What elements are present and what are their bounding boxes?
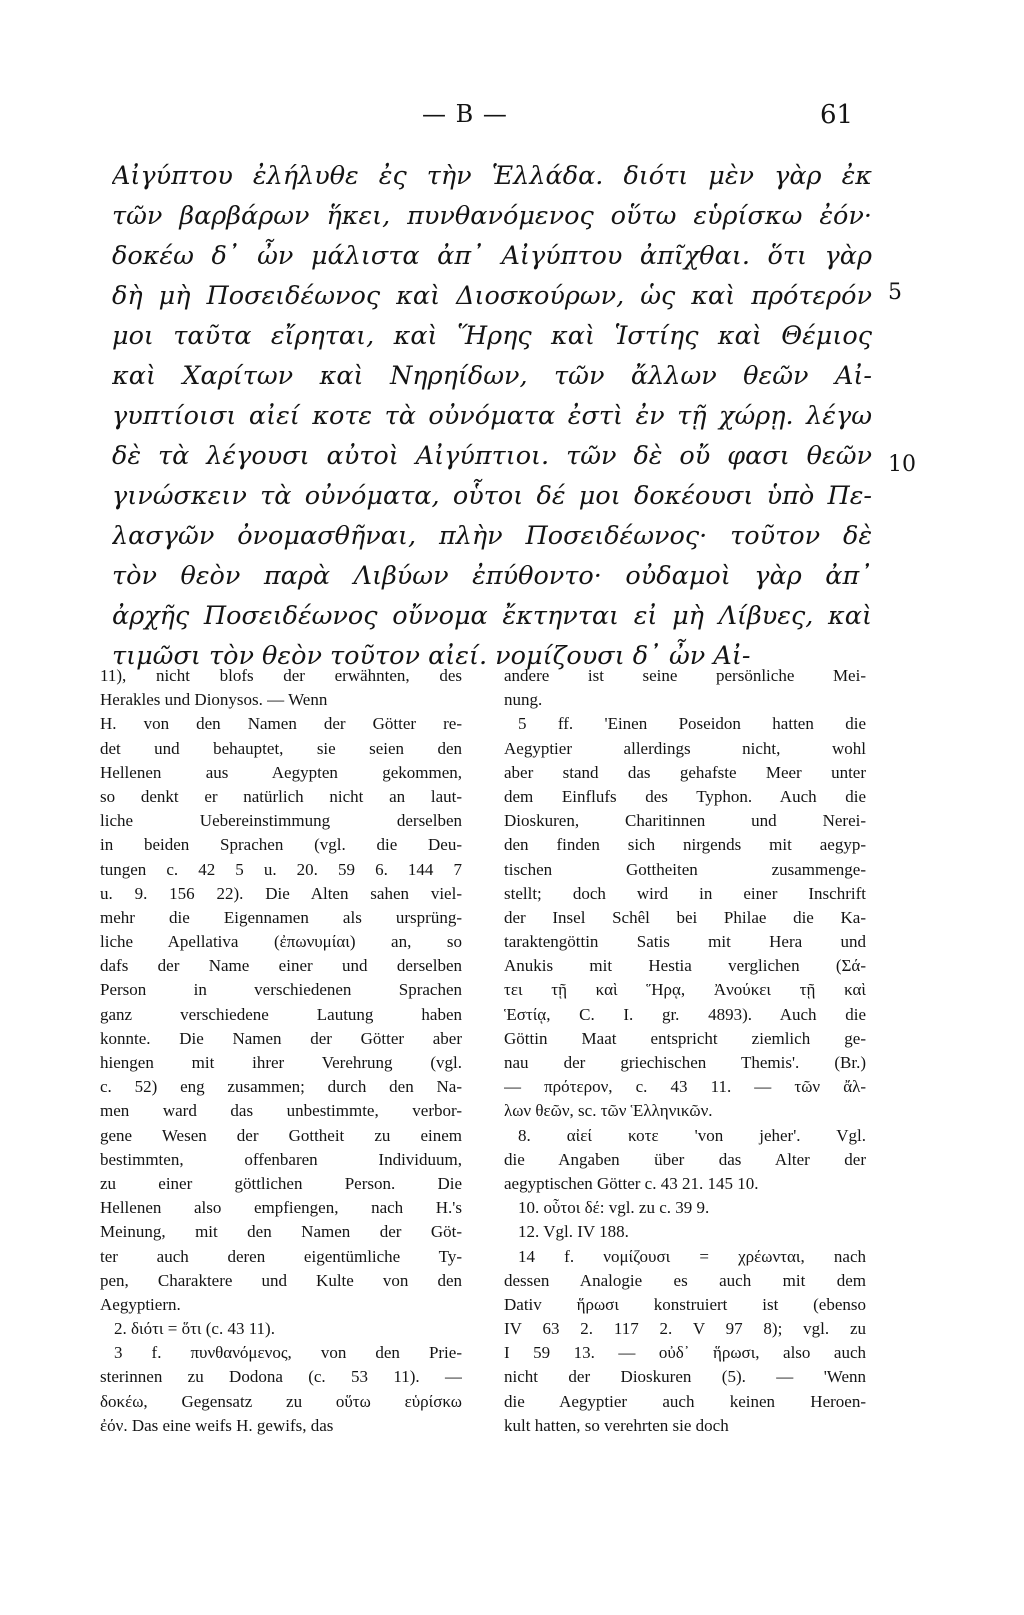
note-line: c. 52) eng zusammen; durch den Na- [100, 1077, 462, 1097]
greek-text-line: ἀρχῆς Ποσειδέωνος οὔνομα ἔκτηνται εἰ μὴ Λίβυες, καὶ [112, 601, 872, 631]
note-line: δοκέω, Gegensatz zu οὕτω εὑρίσκω [100, 1391, 462, 1411]
line-number-5: 5 [888, 280, 902, 305]
note-line: IV 63 2. 117 2. V 97 8); vgl. zu [504, 1319, 866, 1339]
greek-text-line: τὸν θεὸν παρὰ Λιβύων ἐπύθοντο· οὐδαμοὶ γὰρ ἀπ᾽ [112, 561, 872, 591]
note-line: Aegyptiern. [100, 1294, 181, 1314]
note-line: Ἑστίᾳ, C. I. gr. 4893). Auch die [504, 1004, 866, 1024]
note-line: hiengen mit ihrer Verehrung (vgl. [100, 1053, 462, 1072]
note-line: stellt; doch wird in einer Inschrift [504, 883, 866, 903]
note-line: 5 ff. 'Einen Poseidon hatten die [518, 714, 866, 734]
note-line: Herakles und Dionysos. — Wenn [100, 690, 328, 710]
note-line: 12. Vgl. IV 188. [518, 1222, 629, 1242]
note-line: 14 f. νομίζουσι = χρέωνται, nach [518, 1246, 866, 1266]
note-line: H. von den Namen der Götter re- [100, 714, 462, 734]
greek-text-line: γινώσκειν τὰ οὐνόματα, οὗτοι δέ μοι δοκέουσι ὑπὸ Πε- [112, 481, 872, 511]
note-line: dem Einflufs des Typhon. Auch die [504, 786, 866, 806]
note-line: die Angaben über das Alter der [504, 1149, 866, 1169]
greek-text-line: τῶν βαρβάρων ἥκει, πυνθανόμενος οὕτω εὑρίσκω ἐόν· [112, 201, 872, 231]
note-line: den finden sich nirgends mit aegyp- [504, 835, 866, 855]
greek-text-line: δὴ μὴ Ποσειδέωνος καὶ Διοσκούρων, ὡς καὶ πρότερόν [112, 281, 872, 311]
notes-left-column [100, 664, 462, 1438]
note-line: ἐόν. Das eine weifs H. gewifs, das [100, 1415, 334, 1435]
note-line: nicht der Dioskuren (5). — 'Wenn [504, 1367, 866, 1387]
greek-text-line: λασγῶν ὀνομασθῆναι, πλὴν Ποσειδέωνος· τοῦτον δὲ [112, 521, 872, 551]
greek-text-line: γυπτίοισι αἰεί κοτε τὰ οὐνόματα ἐστὶ ἐν τῇ χώρῃ. λέγω [112, 401, 872, 431]
greek-text-line: καὶ Χαρίτων καὶ Νηρηίδων, τῶν ἄλλων θεῶν Αἰ- [112, 361, 872, 391]
note-line: det und behauptet, sie seien den [100, 738, 462, 758]
note-line: sterinnen zu Dodona (c. 53 11). — [100, 1367, 462, 1387]
note-line: Person in verschiedenen Sprachen [100, 980, 462, 1000]
note-line: tungen c. 42 5 u. 20. 59 6. 144 7 [100, 859, 462, 879]
note-line: tischen Gottheiten zusammenge- [504, 859, 866, 879]
note-line: u. 9. 156 22). Die Alten sahen viel- [100, 883, 462, 903]
note-line: 11), nicht blofs der erwähnten, des [100, 666, 462, 685]
note-line: ganz verschiedene Lautung haben [100, 1004, 462, 1024]
note-line: Aegyptier allerdings nicht, wohl [504, 738, 866, 758]
note-line: pen, Charaktere und Kulte von den [100, 1270, 462, 1290]
note-line: nung. [504, 690, 543, 710]
note-line: 10. οὗτοι δέ: vgl. zu c. 39 9. [518, 1198, 710, 1218]
note-line: 3 f. πυνθανόμενος, von den Prie- [114, 1343, 462, 1363]
note-line: mehr die Eigennamen als ursprüng- [100, 907, 462, 927]
greek-text-block [112, 156, 872, 676]
note-line: ter auch deren eigentümliche Ty- [100, 1246, 462, 1266]
note-line: die Aegyptier auch keinen Heroen- [504, 1391, 866, 1411]
note-line: dafs der Name einer und derselben [100, 956, 462, 976]
notes-right-column [504, 664, 866, 1438]
line-number-10: 10 [888, 452, 916, 477]
note-line: τει τῇ καὶ Ἥρᾳ, Ἀνούκει τῇ καὶ [504, 980, 866, 1000]
greek-text-line: Αἰγύπτου ἐλήλυθε ἐς τὴν Ἑλλάδα. διότι μὲν γὰρ ἐκ [112, 161, 872, 191]
note-line: Meinung, mit den Namen der Göt- [100, 1222, 462, 1242]
note-line: Hellenen also empfiengen, nach H.'s [100, 1198, 462, 1218]
note-line: 2. διότι = ὅτι (c. 43 11). [114, 1319, 275, 1339]
note-line: kult hatten, so verehrten sie doch [504, 1415, 729, 1435]
note-line: Hellenen aus Aegypten gekommen, [100, 762, 462, 782]
note-line: aegyptischen Götter c. 43 21. 145 10. [504, 1173, 759, 1193]
note-line: Dativ ἥρωσι konstruiert ist (ebenso [504, 1294, 866, 1314]
page-number: 61 [820, 100, 854, 130]
note-line: Dioskuren, Charitinnen und Nerei- [504, 811, 866, 831]
note-line: men ward das unbestimmte, verbor- [100, 1101, 462, 1121]
note-line: liche Apellativa (ἐπωνυμίαι) an, so [100, 932, 462, 952]
note-line: liche Uebereinstimmung derselben [100, 811, 462, 831]
note-line: Anukis mit Hestia verglichen (Σά- [504, 956, 866, 976]
note-line: andere ist seine persönliche Mei- [504, 666, 866, 685]
note-line: nau der griechischen Themis'. (Br.) [504, 1053, 866, 1072]
greek-text-line: δοκέω δ᾽ ὦν μάλιστα ἀπ᾽ Αἰγύπτου ἀπῖχθαι. ὅτι γὰρ [112, 241, 872, 271]
note-line: zu einer göttlichen Person. Die [100, 1173, 462, 1193]
note-line: taraktengöttin Satis mit Hera und [504, 932, 866, 952]
note-line: bestimmten, offenbaren Individuum, [100, 1149, 462, 1169]
greek-text-line: τιμῶσι τὸν θεὸν τοῦτον αἰεί. νομίζουσι δ᾽ ὦν Αἰ- [112, 641, 751, 671]
note-line: dessen Analogie es auch mit dem [504, 1270, 866, 1290]
note-line: Göttin Maat entspricht ziemlich ge- [504, 1028, 866, 1048]
note-line: in beiden Sprachen (vgl. die Deu- [100, 835, 462, 855]
note-line: I 59 13. — οὐδ᾽ ἥρωσι, also auch [504, 1343, 866, 1363]
note-line: λων θεῶν, sc. τῶν Ἑλληνικῶν. [504, 1101, 713, 1121]
running-head [0, 100, 1024, 136]
greek-text-line: μοι ταῦτα εἴρηται, καὶ Ἥρης καὶ Ἱστίης καὶ Θέμιος [112, 321, 872, 351]
note-line: aber stand das gehafste Meer unter [504, 762, 866, 782]
note-line: 8. αἰεί κοτε 'von jeher'. Vgl. [518, 1125, 866, 1145]
note-line: so denkt er natürlich nicht an laut- [100, 786, 462, 806]
note-line: konnte. Die Namen der Götter aber [100, 1028, 462, 1048]
note-line: — πρότερον, c. 43 11. — τῶν ἄλ- [504, 1077, 866, 1097]
note-line: gene Wesen der Gottheit zu einem [100, 1125, 462, 1145]
signature-mark: — B — [422, 100, 508, 128]
greek-text-line: δὲ τὰ λέγουσι αὐτοὶ Αἰγύπτιοι. τῶν δὲ οὔ φασι θεῶν [112, 441, 872, 471]
note-line: der Insel Schêl bei Philae die Ka- [504, 907, 866, 927]
